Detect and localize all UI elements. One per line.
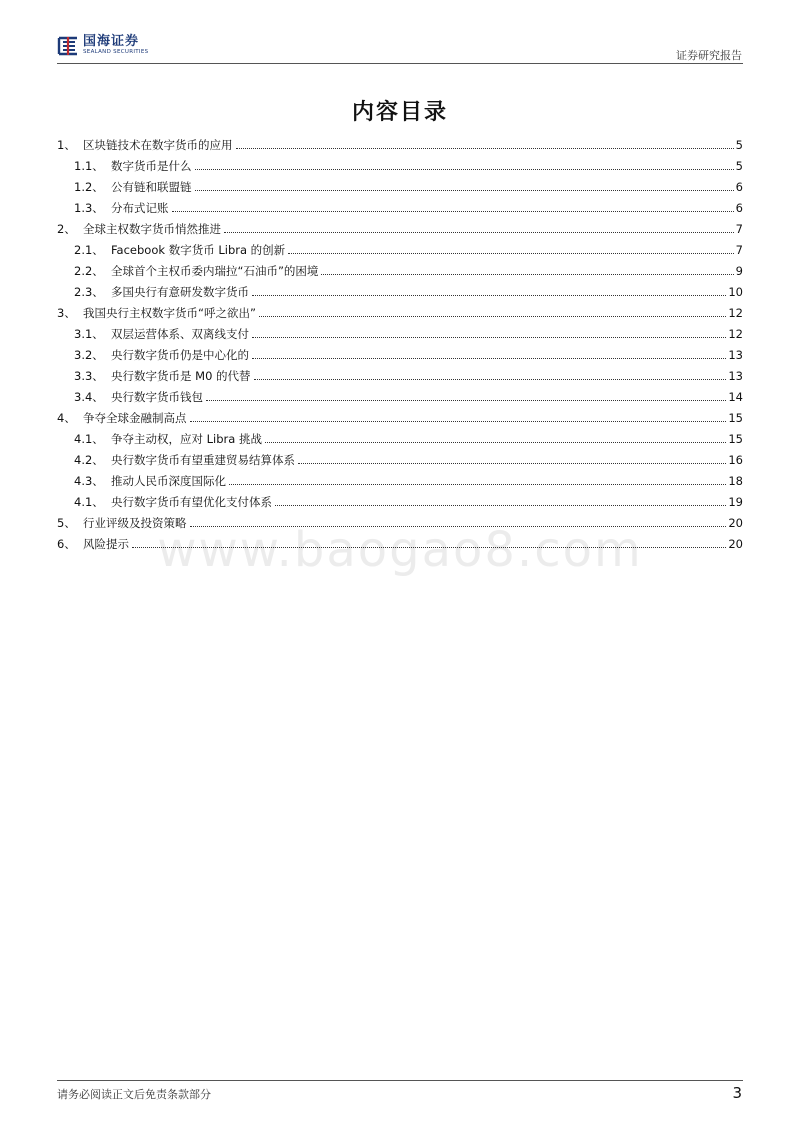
toc-entry-title: 央行数字货币有望优化支付体系 [111, 495, 272, 509]
toc-entry-number: 5、 [57, 516, 76, 530]
toc-entry-number: 2、 [57, 222, 76, 236]
page-header [0, 0, 800, 62]
toc-entry-page: 6 [735, 180, 743, 194]
sealand-logo-icon [57, 34, 79, 58]
toc-entry[interactable] [57, 174, 743, 195]
toc-entry-page: 20 [728, 537, 743, 551]
toc-entry[interactable] [57, 216, 743, 237]
toc-entry[interactable] [57, 195, 743, 216]
toc-entry[interactable] [57, 342, 743, 363]
footer-disclaimer: 请务必阅读正文后免责条款部分 [57, 1088, 211, 1101]
toc-entry[interactable] [57, 468, 743, 489]
toc-entry[interactable] [57, 447, 743, 468]
toc-entry-title: 风险提示 [83, 537, 129, 551]
toc-entry[interactable] [57, 426, 743, 447]
toc-entry-title: 央行数字货币是 M0 的代替 [111, 369, 251, 383]
toc-entry-number: 3.2、 [74, 348, 104, 362]
toc-entry-page: 13 [728, 348, 743, 362]
toc-entry-page: 19 [728, 495, 743, 509]
toc-dot-leader [172, 210, 734, 212]
toc-entry-number: 1.3、 [74, 201, 104, 215]
toc-entry-number: 3.3、 [74, 369, 104, 383]
toc-dot-leader [265, 441, 726, 443]
toc-entry-number: 4.3、 [74, 474, 104, 488]
toc-entry[interactable] [57, 258, 743, 279]
watermark: www.baogao8.com [157, 522, 643, 578]
toc-dot-leader [252, 336, 726, 338]
toc-entry-title: Facebook 数字货币 Libra 的创新 [111, 243, 286, 257]
toc-entry-number: 2.3、 [74, 285, 104, 299]
toc-entry[interactable] [57, 321, 743, 342]
toc-entry-number: 4.1、 [74, 432, 104, 446]
toc-entry[interactable] [57, 363, 743, 384]
toc-entry-page: 18 [728, 474, 743, 488]
toc-entry[interactable] [57, 153, 743, 174]
toc-entry-page: 10 [728, 285, 743, 299]
footer-divider [57, 1080, 743, 1081]
table-of-contents [57, 132, 743, 552]
toc-entry-page: 13 [728, 369, 743, 383]
toc-dot-leader [132, 546, 726, 548]
toc-entry[interactable] [57, 300, 743, 321]
toc-entry[interactable] [57, 531, 743, 552]
toc-entry[interactable] [57, 405, 743, 426]
brand [83, 34, 148, 56]
toc-dot-leader [259, 315, 726, 317]
toc-entry[interactable] [57, 510, 743, 531]
toc-entry-title: 双层运营体系、双离线支付 [111, 327, 249, 341]
toc-entry-title: 数字货币是什么 [111, 159, 192, 173]
toc-entry-page: 5 [735, 138, 743, 152]
page-title: 内容目录 [351, 100, 448, 125]
toc-entry-page: 5 [735, 159, 743, 173]
toc-entry-page: 15 [728, 432, 743, 446]
header-divider [57, 63, 743, 64]
toc-dot-leader [275, 504, 726, 506]
toc-entry-page: 6 [735, 201, 743, 215]
toc-entry[interactable] [57, 384, 743, 405]
toc-entry-number: 1.2、 [74, 180, 104, 194]
toc-entry-title: 争夺主动权，应对 Libra 挑战 [111, 432, 262, 446]
toc-entry[interactable] [57, 237, 743, 258]
toc-entry-number: 2.1、 [74, 243, 104, 257]
toc-entry-title: 我国央行主权数字货币“呼之欲出” [83, 306, 256, 320]
toc-entry-number: 4.1、 [74, 495, 104, 509]
toc-entry-number: 4.2、 [74, 453, 104, 467]
toc-dot-leader [190, 525, 727, 527]
toc-entry-title: 央行数字货币有望重建贸易结算体系 [111, 453, 295, 467]
toc-entry[interactable] [57, 489, 743, 510]
page-number: 3 [732, 1084, 742, 1102]
toc-dot-leader [321, 273, 733, 275]
toc-dot-leader [252, 357, 726, 359]
toc-entry-number: 3.1、 [74, 327, 104, 341]
toc-dot-leader [195, 189, 734, 191]
brand-name: 国海证券 [83, 34, 140, 49]
report-type: 证券研究报告 [676, 49, 742, 62]
toc-entry-page: 15 [728, 411, 743, 425]
toc-entry[interactable] [57, 279, 743, 300]
toc-entry-title: 推动人民币深度国际化 [111, 474, 226, 488]
toc-entry-title: 央行数字货币钱包 [111, 390, 203, 404]
toc-entry-title: 分布式记账 [111, 201, 169, 215]
toc-dot-leader [190, 420, 727, 422]
toc-entry-page: 7 [735, 243, 743, 257]
toc-entry-page: 9 [735, 264, 743, 278]
toc-entry-title: 公有链和联盟链 [111, 180, 192, 194]
toc-dot-leader [206, 399, 726, 401]
toc-entry-page: 20 [728, 516, 743, 530]
toc-dot-leader [254, 378, 727, 380]
toc-entry-title: 争夺全球金融制高点 [83, 411, 187, 425]
toc-dot-leader [288, 252, 733, 254]
toc-dot-leader [229, 483, 726, 485]
toc-entry-page: 16 [728, 453, 743, 467]
toc-dot-leader [224, 231, 734, 233]
toc-dot-leader [236, 147, 734, 149]
toc-entry-title: 区块链技术在数字货币的应用 [83, 138, 233, 152]
toc-entry-number: 3、 [57, 306, 76, 320]
toc-entry[interactable] [57, 132, 743, 153]
toc-entry-title: 全球主权数字货币悄然推进 [83, 222, 221, 236]
toc-dot-leader [252, 294, 726, 296]
toc-entry-number: 3.4、 [74, 390, 104, 404]
toc-entry-number: 4、 [57, 411, 76, 425]
toc-entry-page: 7 [735, 222, 743, 236]
toc-entry-number: 1、 [57, 138, 76, 152]
toc-entry-page: 14 [728, 390, 743, 404]
toc-entry-number: 1.1、 [74, 159, 104, 173]
toc-entry-page: 12 [728, 327, 743, 341]
toc-entry-number: 2.2、 [74, 264, 104, 278]
toc-entry-page: 12 [728, 306, 743, 320]
toc-entry-title: 央行数字货币仍是中心化的 [111, 348, 249, 362]
toc-dot-leader [298, 462, 726, 464]
toc-dot-leader [195, 168, 734, 170]
toc-entry-title: 行业评级及投资策略 [83, 516, 187, 530]
toc-entry-number: 6、 [57, 537, 76, 551]
toc-entry-title: 多国央行有意研发数字货币 [111, 285, 249, 299]
brand-name-en: SEALAND SECURITIES [83, 49, 149, 55]
toc-entry-title: 全球首个主权币委内瑞拉“石油币”的困境 [111, 264, 319, 278]
